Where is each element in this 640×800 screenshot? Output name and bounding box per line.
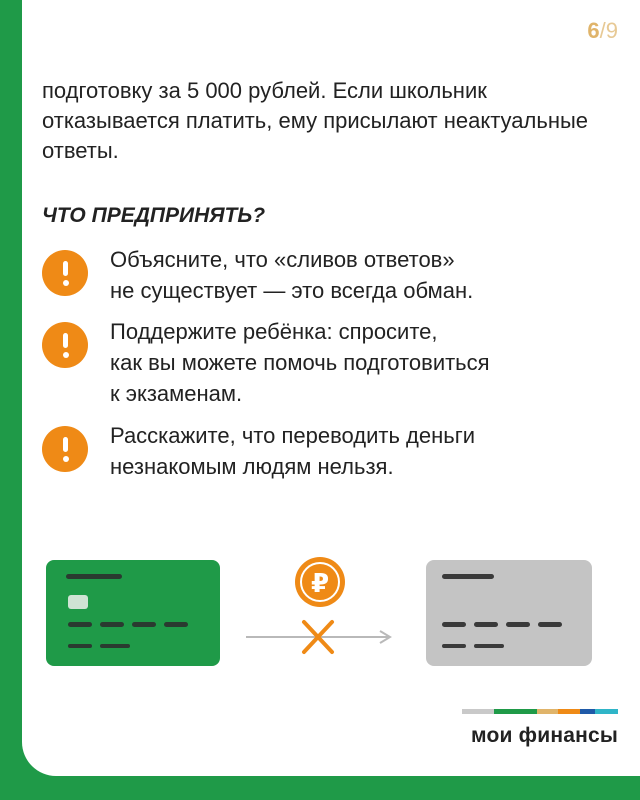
- intro-paragraph: подготовку за 5 000 рублей. Если школьник отказывается платить, ему присылают неактуальные ответы.: [42, 78, 589, 163]
- section-heading: ЧТО ПРЕДПРИНЯТЬ?: [42, 204, 266, 227]
- page-current: 6: [587, 18, 600, 43]
- brand-logo: [462, 709, 618, 748]
- sender-card: [46, 560, 220, 666]
- content-panel: [22, 0, 640, 776]
- page-indicator: [587, 18, 618, 44]
- exclamation-icon: [42, 250, 88, 296]
- coin-symbol: ₽: [310, 569, 330, 599]
- brand-name: мои финансы: [471, 724, 618, 747]
- receiver-card: [426, 560, 592, 666]
- tip-text: Объясните, что «сливов ответов» не существует — это всегда обман.: [110, 247, 474, 303]
- exclamation-icon: [42, 426, 88, 472]
- tip-item: [42, 316, 622, 409]
- ruble-coin-icon: [295, 557, 345, 607]
- brand-stripes: [462, 709, 618, 714]
- tip-item: [42, 244, 622, 306]
- exclamation-icon: [42, 322, 88, 368]
- tip-text: Поддержите ребёнка: спросите, как вы можете помочь подготовиться к экзаменам.: [110, 319, 490, 406]
- page-separator: /: [599, 18, 606, 43]
- tip-text: Расскажите, что переводить деньги незнакомым людям нельзя.: [110, 423, 476, 479]
- page-total: 9: [605, 18, 618, 43]
- transfer-illustration: [22, 540, 640, 690]
- tip-item: [42, 420, 622, 482]
